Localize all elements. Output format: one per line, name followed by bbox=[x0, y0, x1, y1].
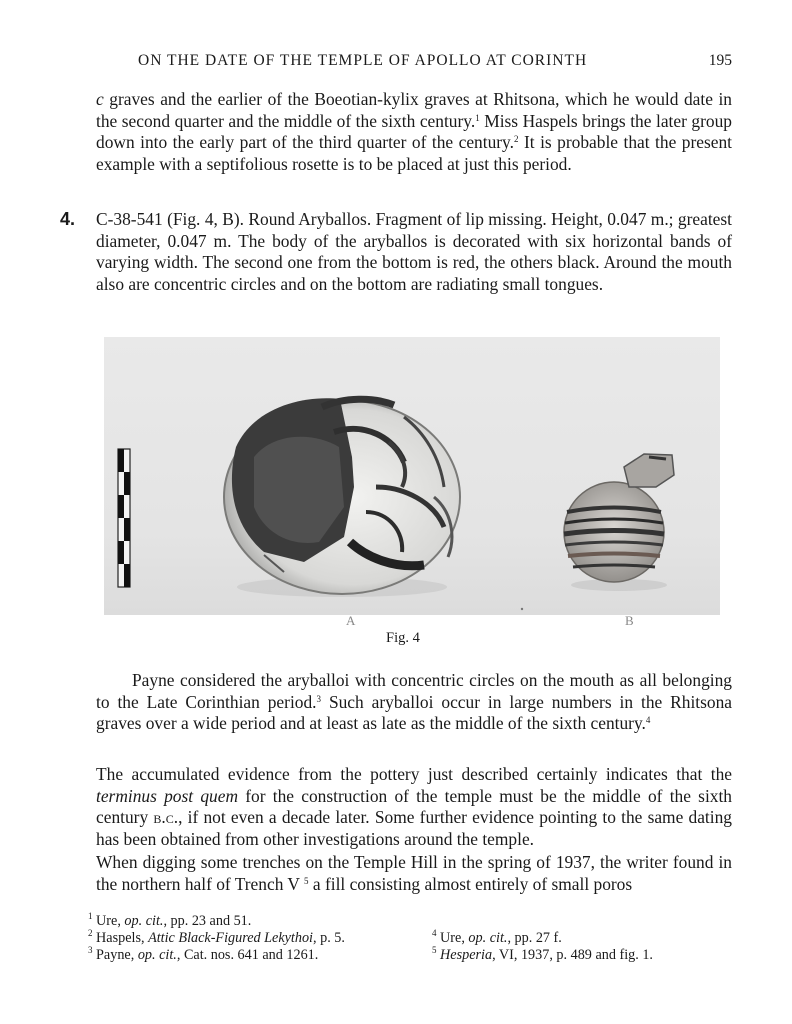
footnote-mark: 2 bbox=[88, 928, 93, 938]
item-description: C-38-541 (Fig. 4, B). Round Aryballos. Fragment of lip missing. Height, 0.047 m.; greatest diameter, 0.047 m. The body of the aryballos is decorated with six horizontal bands of varying width. The second one from the bottom is red, the others black. Around the mouth also are concentric circles and on the bottom are radiating small tongues. bbox=[96, 209, 732, 294]
text-run: Payne considered the aryballoi with concentric circles on the mouth as all belonging to the Late Corinthian period. bbox=[96, 670, 732, 712]
text-italic: op. cit. bbox=[468, 930, 508, 946]
running-title: ON THE DATE OF THE TEMPLE OF APOLLO AT CORINTH bbox=[138, 52, 588, 69]
vessel-b bbox=[564, 454, 674, 582]
text-run: Miss Haspels brings the later group down into the early part of the third quarter of the century. bbox=[96, 110, 733, 153]
footnote-mark: 1 bbox=[88, 911, 93, 921]
figure-photo bbox=[104, 337, 720, 615]
text-run: , VI, 1937, p. 489 and fig. 1. bbox=[492, 947, 653, 963]
footnote-ref[interactable]: 1 bbox=[475, 112, 480, 123]
footnote-5 bbox=[432, 947, 653, 963]
text-run: a fill consisting almost entirely of small poros bbox=[308, 873, 633, 894]
text-run: , pp. 23 and 51. bbox=[163, 913, 252, 929]
text-italic: op. cit. bbox=[137, 947, 177, 963]
text-run: , p. 5. bbox=[313, 930, 345, 946]
vessel-a bbox=[224, 398, 460, 594]
text-run: for the construction of the temple must be the middle of the sixth century bbox=[96, 785, 732, 828]
running-header bbox=[138, 52, 732, 74]
text-run: The accumulated evidence from the pottery just described certainly indicates that the bbox=[96, 764, 732, 784]
text-run: Payne, bbox=[92, 947, 138, 963]
text-italic: Hesperia bbox=[440, 947, 493, 963]
era-abbrev: b.c. bbox=[153, 807, 179, 828]
page-number: 195 bbox=[708, 52, 732, 69]
text-run: , Cat. nos. 641 and 1261. bbox=[176, 947, 319, 963]
footnote-3 bbox=[88, 947, 318, 963]
text-italic: op. cit. bbox=[124, 913, 164, 929]
text-run: , if not even a decade later. Some further evidence pointing to the same dating has been obtained from other investigations around the temple. bbox=[96, 807, 732, 849]
footnote-mark: 5 bbox=[432, 945, 437, 955]
text-italic: Attic Black-Figured Lekythoi bbox=[148, 930, 313, 946]
scale-bar bbox=[118, 449, 130, 587]
figure-label-a: A bbox=[346, 613, 356, 628]
footnote-ref[interactable]: 5 bbox=[304, 875, 309, 886]
footnote-mark: 3 bbox=[88, 945, 93, 955]
italic-lead: c bbox=[96, 89, 104, 109]
footnote-4 bbox=[432, 930, 562, 946]
text-run: graves and the earlier of the Boeotian-kylix graves at Rhitsona, which he would date in the second quarter and the middle of the sixth century. bbox=[96, 89, 732, 131]
paragraph-continuation bbox=[96, 89, 732, 175]
figure-label-b: B bbox=[625, 613, 634, 628]
figure-caption: Fig. 4 bbox=[386, 630, 420, 646]
text-run: Haspels, bbox=[92, 930, 149, 946]
text-run: Ure, bbox=[92, 913, 125, 929]
text-run: , pp. 27 f. bbox=[507, 930, 562, 946]
text-run: Ure, bbox=[436, 930, 469, 946]
paragraph-payne bbox=[96, 670, 732, 735]
paragraph-digging bbox=[96, 852, 732, 895]
footnote-mark: 4 bbox=[432, 928, 437, 938]
footnote-ref[interactable]: 3 bbox=[316, 693, 322, 704]
footnote-ref[interactable]: 2 bbox=[513, 134, 519, 145]
latin-term: terminus post quem bbox=[96, 785, 239, 806]
text-run: When digging some trenches on the Temple Hill in the spring of 1937, the writer found in the northern half of Trench V bbox=[96, 852, 732, 894]
footnote-2 bbox=[88, 930, 345, 946]
item-number: 4. bbox=[60, 209, 76, 229]
photo-illustration bbox=[104, 337, 720, 615]
footnote-ref[interactable]: 4 bbox=[645, 715, 651, 726]
text-run: It is probable that the present example with a septifolious rosette is to be placed at just this period. bbox=[96, 132, 732, 174]
paragraph-evidence bbox=[96, 764, 732, 850]
footnote-1 bbox=[88, 913, 251, 929]
text-run: Such aryballoi occur in large numbers in the Rhitsona graves over a wide period and at least as late as the middle of the sixth century. bbox=[96, 691, 732, 734]
